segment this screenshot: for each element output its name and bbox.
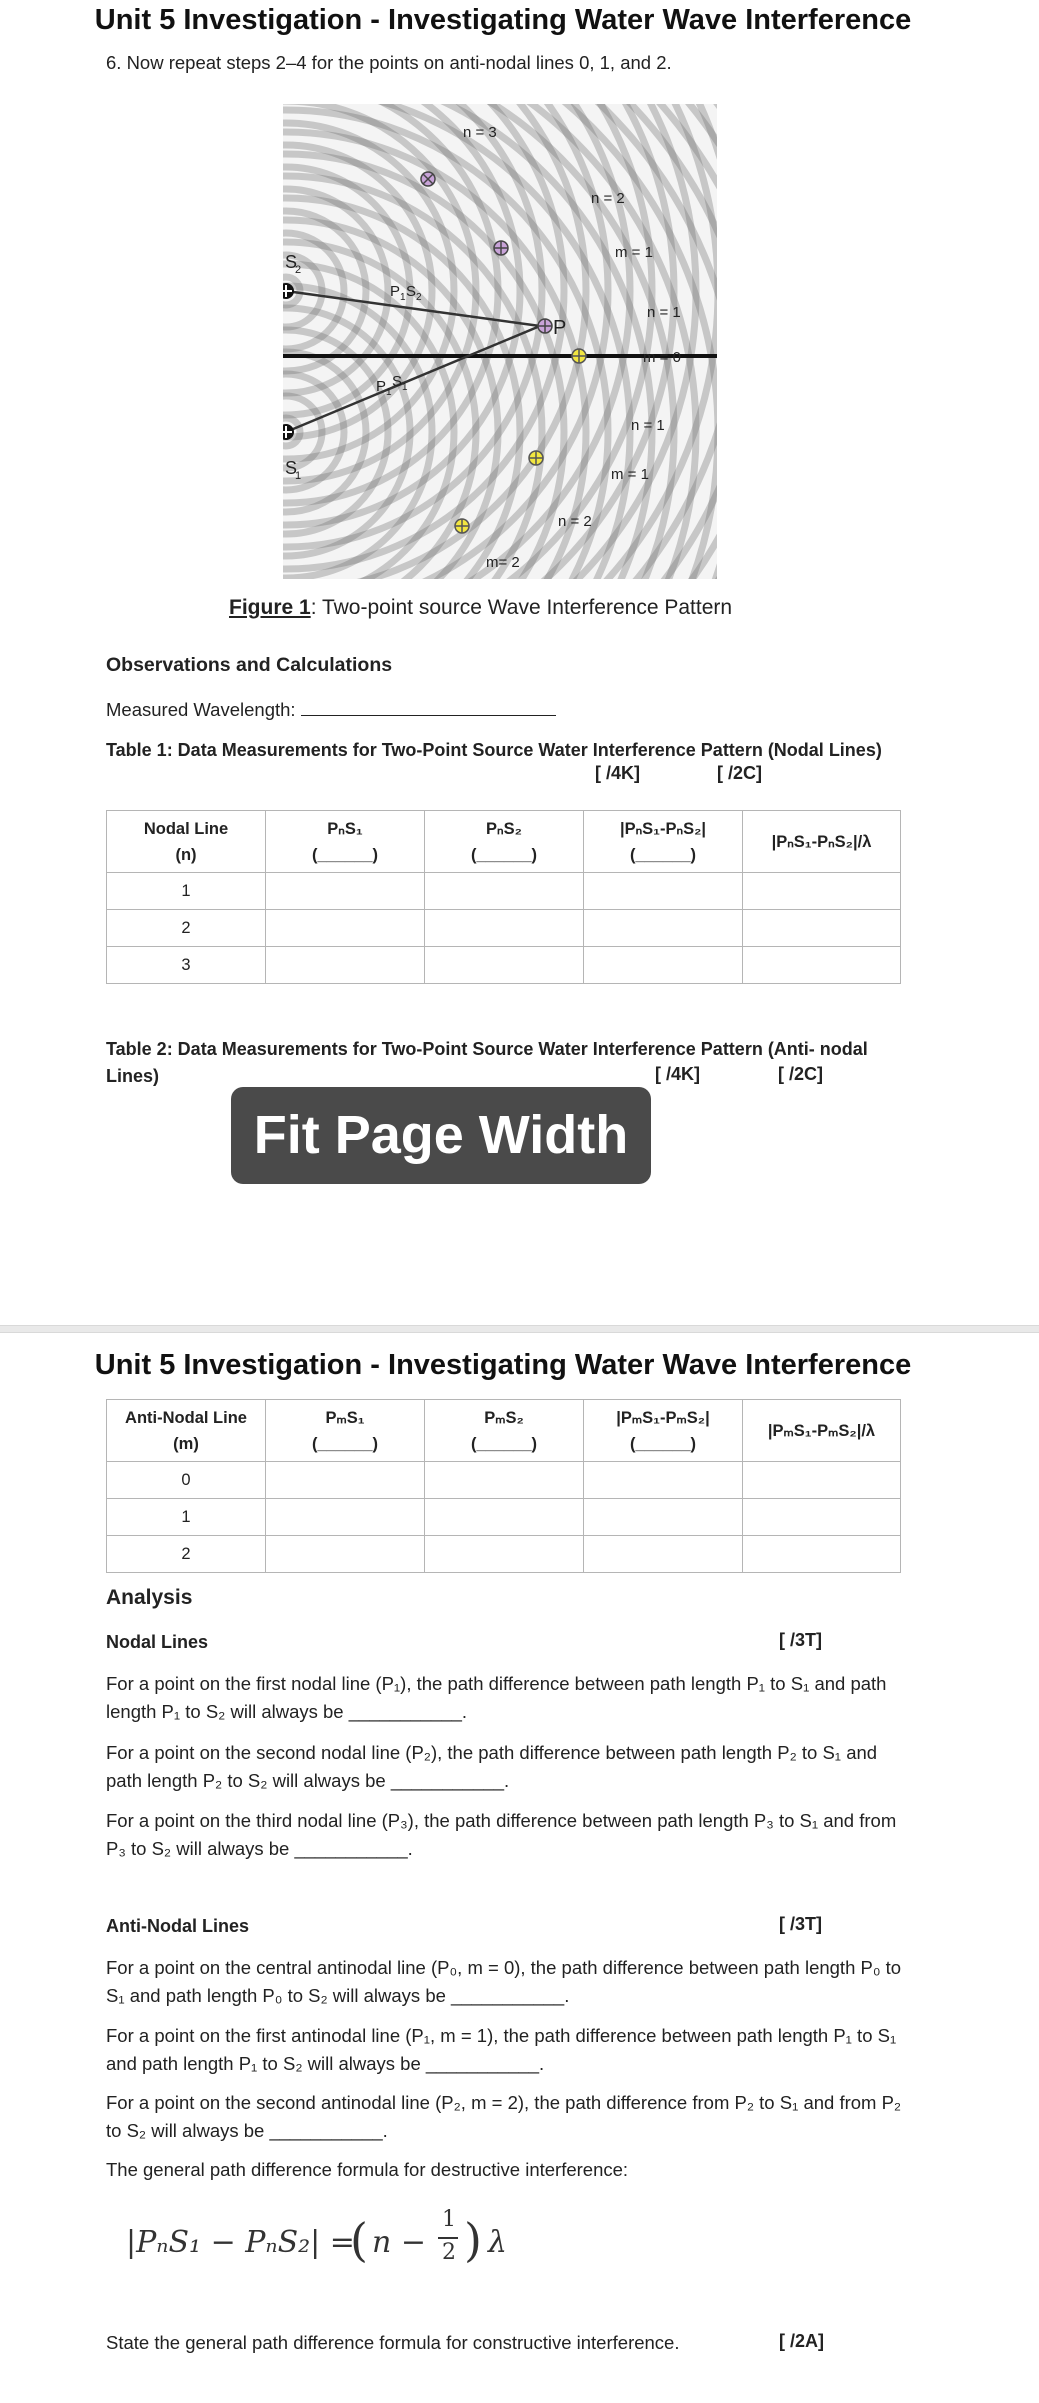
formula-paren-open: ( [350,2213,368,2267]
wavelength-label: Measured Wavelength: [106,699,301,720]
label-p: P [553,317,567,339]
figure-caption [229,596,732,620]
table-cell[interactable] [584,910,743,947]
table-cell[interactable] [266,947,425,984]
table-cell[interactable] [584,873,743,910]
antinodal-heading: Anti-Nodal Lines [106,1916,249,1936]
table-cell[interactable] [743,1499,901,1536]
label-s2: S [285,252,298,272]
interference-figure [283,104,717,579]
nodal-item-3: For a point on the third nodal line (P₃), the path difference between path length P₃ to S₁ and from P₃ to S₂ will always be ___________. [106,1810,897,1859]
label-ps1: P [376,378,387,395]
formula-n: n − [372,2225,426,2260]
antinodal-point-m0-icon [572,349,586,363]
figure-caption-text: : Two-point source Wave Interference Pattern [310,596,733,619]
label-m0: m = 0 [643,349,681,366]
table-cell[interactable] [425,1499,584,1536]
nodal-point-n2-icon [494,241,508,255]
figure-caption-label: Figure 1 [229,596,311,619]
table2-title-line2: Lines) [106,1066,160,1086]
table-cell[interactable] [584,947,743,984]
antinodal-item-2: For a point on the first antinodal line (P₁, m = 1), the path difference between path length P₁ to S₁ and path length P₁ to S₂ will always be ___________. [106,2025,897,2074]
table-cell[interactable] [743,910,901,947]
table2-mark-c: [ /2C] [778,1064,823,1084]
label-ps1-mid: S [392,373,403,390]
table-cell[interactable] [743,1462,901,1499]
table1-title: Table 1: Data Measurements for Two-Point Source Water Interference Pattern (Nodal Lines) [106,740,882,760]
label-n3: n = 3 [463,124,497,141]
analysis-heading: Analysis [106,1586,193,1609]
constructive-mark: [ /2A] [779,2331,824,2351]
label-s2-sub: 2 [295,264,302,276]
table-cell[interactable] [743,947,901,984]
antinodal-point-m1-icon [529,451,543,465]
table2-header-cell: PₘS₂ (______) [425,1400,584,1462]
table-cell[interactable] [584,1536,743,1573]
table2-mark-k: [ /4K] [655,1064,700,1084]
wavelength-field [106,695,556,724]
formula-frac-bar [438,2237,458,2239]
row-label: 0 [107,1462,266,1499]
table-cell[interactable] [425,873,584,910]
wavelength-blank[interactable] [301,695,556,716]
table-row [107,873,901,910]
table1-header-cell: PₙS₁ (______) [266,811,425,873]
label-ps2-mid: S [406,283,417,300]
label-n1-top: n = 1 [647,304,681,321]
formula-lambda: λ [488,2225,508,2260]
table1-mark-k: [ /4K] [595,763,640,783]
destructive-formula-label: The general path difference formula for destructive interference: [106,2159,629,2180]
table-cell[interactable] [266,1499,425,1536]
table2-antinodal-lines [106,1399,901,1573]
row-label: 1 [107,873,266,910]
observations-heading: Observations and Calculations [106,654,393,676]
table-cell[interactable] [743,1536,901,1573]
constructive-prompt: State the general path difference formula for constructive interference. [106,2332,680,2353]
table-cell[interactable] [425,947,584,984]
label-n2-bottom: n = 2 [558,513,592,530]
fit-page-width-overlay[interactable]: Fit Page Width [231,1087,651,1184]
table1-header-cell: |PₙS₁-PₙS₂| (______) [584,811,743,873]
step-6-instruction: 6. Now repeat steps 2–4 for the points on anti-nodal lines 0, 1, and 2. [106,52,672,73]
table-cell[interactable] [425,1536,584,1573]
page-separator [0,1325,1039,1333]
label-ps2-sub1: 1 [400,292,406,303]
table-cell[interactable] [266,1462,425,1499]
row-label: 2 [107,910,266,947]
label-ps2-sub2: 2 [416,292,422,303]
table1-nodal-lines [106,810,901,984]
table-cell[interactable] [743,873,901,910]
point-p-icon [538,319,552,333]
table-cell[interactable] [584,1462,743,1499]
table2-header-cell: |PₘS₁-PₘS₂|/λ [743,1400,901,1462]
antinodal-point-m2-icon [455,519,469,533]
label-n1-bottom: n = 1 [631,417,665,434]
antinodal-item-1: For a point on the central antinodal line (P₀, m = 0), the path difference between path length P₀ to S₁ and path length P₀ to S₂ will always be ___________. [106,1957,902,2006]
table-row [107,947,901,984]
nodal-mark: [ /3T] [779,1630,822,1650]
table1-header-cell: |PₙS₁-PₙS₂|/λ [743,811,901,873]
table1-header-cell: Nodal Line (n) [107,811,266,873]
formula-frac-num: 1 [442,2207,456,2232]
table2-title-line1: Table 2: Data Measurements for Two-Point Source Water Interference Pattern (Anti- nodal [106,1039,868,1059]
table2-header-cell: Anti-Nodal Line (m) [107,1400,266,1462]
label-ps1-sub1: 1 [386,387,392,398]
formula-frac-den: 2 [442,2240,456,2265]
table-cell[interactable] [266,910,425,947]
table2-header-cell: |PₘS₁-PₘS₂| (______) [584,1400,743,1462]
nodal-item-2: For a point on the second nodal line (P₂), the path difference between path length P₂ to S₁ and path length P₂ to S₂ will always be ___________. [106,1742,878,1791]
label-n2-top: n = 2 [591,190,625,207]
table1-mark-c: [ /2C] [717,763,762,783]
nodal-item-1: For a point on the first nodal line (P₁), the path difference between path length P₁ to S₁ and path length P₁ to S₂ will always be ___________. [106,1673,887,1722]
label-m1-top: m = 1 [615,244,653,261]
antinodal-mark: [ /3T] [779,1914,822,1934]
label-s1: S [285,458,298,478]
page-title: Unit 5 Investigation - Investigating Water Wave Interference [94,4,912,36]
table-cell[interactable] [266,1536,425,1573]
row-label: 3 [107,947,266,984]
table-row [107,1462,901,1499]
label-m1-bottom: m = 1 [611,466,649,483]
nodal-point-n3-icon [421,172,435,186]
label-m2: m= 2 [486,554,520,571]
page-2 [0,1333,1039,2403]
table-cell[interactable] [425,910,584,947]
antinodal-item-3: For a point on the second antinodal line (P₂, m = 2), the path difference from P₂ to S₁ and from P₂ to S₂ will always be ___________. [106,2092,902,2141]
table2-header-cell: PₘS₁ (______) [266,1400,425,1462]
table-cell[interactable] [584,1499,743,1536]
row-label: 1 [107,1499,266,1536]
page-title: Unit 5 Investigation - Investigating Water Wave Interference [94,1349,912,1381]
nodal-heading: Nodal Lines [106,1632,209,1652]
label-ps2: P [390,283,401,300]
label-s1-sub: 1 [295,470,302,482]
table-row [107,1499,901,1536]
table-row [107,1536,901,1573]
table-cell[interactable] [425,1462,584,1499]
formula-lhs: |PₙS₁ − PₙS₂| = [126,2225,355,2260]
table-row [107,910,901,947]
formula-paren-close: ) [464,2213,482,2267]
row-label: 2 [107,1536,266,1573]
label-ps1-sub2: 1 [402,382,408,393]
table1-header-cell: PₙS₂ (______) [425,811,584,873]
table-cell[interactable] [266,873,425,910]
